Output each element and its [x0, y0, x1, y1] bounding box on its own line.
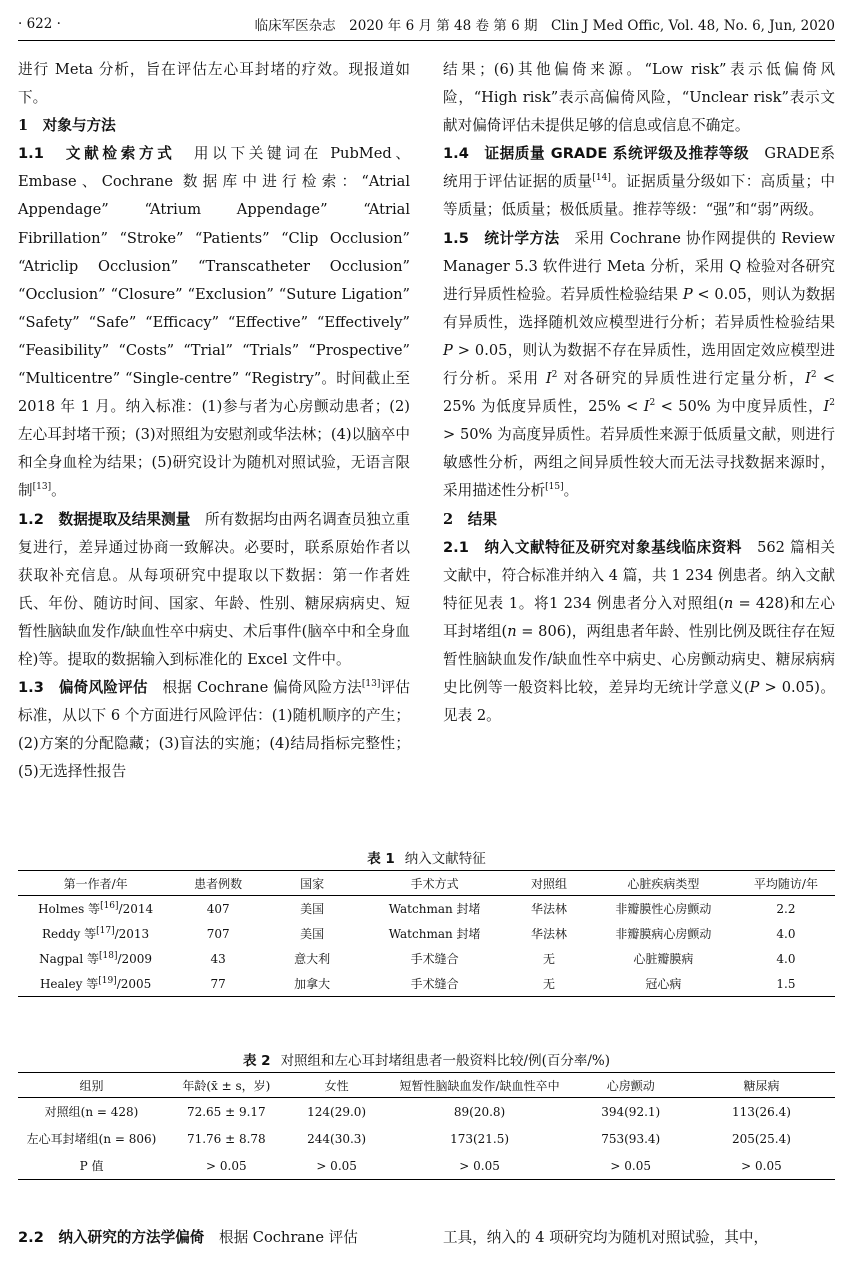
cell: 71.76 ± 8.78 [186, 1131, 266, 1146]
right-column [443, 56, 835, 730]
cell: 89(20.8) [453, 1104, 506, 1119]
col-header: 平均随访/年 [737, 871, 835, 896]
cell: 手术缝合 [361, 971, 508, 997]
table-2 [18, 1050, 835, 1180]
cell: Watchman 封堵 [388, 927, 481, 941]
table-row [18, 921, 835, 946]
col-header: 心脏疾病类型 [590, 871, 737, 896]
col-header: 年龄(x̄ ± s，岁) [165, 1073, 288, 1098]
cell: Watchman 封堵 [388, 902, 481, 916]
table-2-grid [18, 1072, 835, 1180]
subheading: 1.5 统计学方法 [443, 229, 560, 247]
citation: [13] [361, 679, 381, 690]
cell: > 0.05 [574, 1152, 688, 1180]
cell: 2.2 [776, 901, 796, 916]
cell: > 0.05 [288, 1152, 386, 1180]
cell: 美国 [300, 902, 325, 916]
cell: Holmes 等[16]/2014 [38, 901, 154, 916]
cell: 4.0 [776, 926, 796, 941]
table-row [18, 1098, 835, 1126]
cell: 753(93.4) [601, 1131, 661, 1146]
paragraph-search: 1.1 文献检索方式 用以下关键词在 PubMed、Embase、Cochrane 数据库中进行检索：“Atrial Appendage” “Atrium Appendage” “Atrial Fibrillation” “Stroke” “Patients” “Clip Occlusion” “Atriclip Occlusion” “Transcatheter Occlusion” “Occlusion” “Closure” “Exclusion” “Suture Ligation” “Safety” “Safe” “Efficacy” “Effective” “Effectively” “Feasibility” “Costs” “Trial” “Trials” “Prospective” “Multicentre” “Single-centre” “Registry”。时间截止至 2018 年 1 月。纳入标准：(1)参与者为心房颤动患者；(2)左心耳封堵干预；(3)对照组为安慰剂或华法林；(4)以脑卒中和全身血栓为结果；(5)研究设计为随机对照试验，无语言限制[13]。 [18, 145, 410, 500]
running-header [18, 14, 835, 34]
table-header-row [18, 1073, 835, 1098]
cell: 707 [206, 926, 230, 941]
cell: Healey 等[19]/2005 [18, 971, 173, 997]
cell: 43 [210, 951, 226, 966]
table-1-caption: 表 1 纳入文献特征 [367, 851, 486, 867]
citation: [13] [32, 482, 52, 493]
col-header: 患者例数 [173, 871, 263, 896]
cell: > 0.05 [165, 1152, 288, 1180]
cell: 无 [508, 971, 590, 997]
table-row [18, 896, 835, 922]
table-row [18, 1152, 835, 1180]
cell: > 0.05 [386, 1152, 574, 1180]
intro-paragraph: 进行 Meta 分析，旨在评估左心耳封堵的疗效。现报道如下。 [18, 61, 410, 107]
cell: P 值 [18, 1152, 165, 1180]
cell: 心脏瓣膜病 [633, 952, 694, 966]
paragraph-data-extraction: 1.2 数据提取及结果测量 所有数据均由两名调查员独立重复进行，差异通过协商一致解决。必要时，联系原始作者以获取补充信息。从每项研究中提取以下数据：第一作者姓氏、年份、随访时间、国家、年龄、性别、糖尿病病史、短暂性脑缺血发作/缺血性卒中病史、术后事件(脑卒中和全身血栓)等。提取的数据输入到标准化的 Excel 文件中。 [18, 510, 410, 668]
paragraph-grade: 1.4 证据质量 GRADE 系统评级及推荐等级 GRADE系统用于评估证据的质量[14]。证据质量分级如下：高质量；中等质量；低质量；极低质量。推荐等级：“强”和“弱”两级。 [443, 145, 836, 219]
col-header: 糖尿病 [688, 1073, 835, 1098]
cell: 无 [542, 952, 555, 966]
cell: 72.65 ± 9.17 [186, 1104, 266, 1119]
header-rule [18, 40, 835, 41]
subheading: 1.1 文献检索方式 [18, 145, 176, 163]
cell: 244(30.3) [307, 1131, 367, 1146]
table-1-grid [18, 870, 835, 997]
cell: 手术缝合 [410, 952, 459, 966]
col-header: 组别 [18, 1073, 165, 1098]
section-heading-methods: 1 对象与方法 [18, 117, 116, 135]
paragraph-bias-cont: 结果；(6)其他偏倚来源。“Low risk”表示低偏倚风险，“High risk”表示高偏倚风险，“Unclear risk”表示文献对偏倚评估未提供足够的信息或信息不确定。 [443, 61, 835, 135]
cell: 124(29.0) [307, 1104, 367, 1119]
page-number: · 622 · [18, 16, 61, 32]
table-header-row [18, 871, 835, 896]
table-2-caption: 表 2 对照组和左心耳封堵组患者一般资料比较/例(百分率/%) [242, 1053, 611, 1069]
cell: 华法林 [530, 902, 567, 916]
subheading: 2.1 纳入文献特征及研究对象基线临床资料 [443, 538, 742, 556]
col-header: 女性 [288, 1073, 386, 1098]
bottom-right-text: 工具，纳入的 4 项研究均为随机对照试验，其中， [443, 1229, 769, 1246]
cell: 左心耳封堵组(n = 806) [26, 1132, 157, 1146]
left-column [18, 56, 410, 786]
cell: > 0.05 [688, 1152, 835, 1180]
table-row [18, 946, 835, 971]
cell: 407 [206, 901, 230, 916]
citation: [14] [592, 173, 611, 184]
col-header: 短暂性脑缺血发作/缺血性卒中 [386, 1073, 574, 1098]
cell: 加拿大 [263, 971, 361, 997]
citation: [15] [545, 482, 564, 493]
col-header: 心房颤动 [574, 1073, 688, 1098]
cell: 394(92.1) [601, 1104, 661, 1119]
cell: 美国 [300, 927, 325, 941]
journal-info: 临床军医杂志 2020 年 6 月 第 48 卷 第 6 期 Clin J Med Offic, Vol. 48, No. 6, Jun, 2020 [254, 18, 835, 34]
cell: 173(21.5) [450, 1131, 510, 1146]
paragraph-bias-risk: 1.3 偏倚风险评估 根据 Cochrane 偏倚风险方法[13]评估标准，从以下 6 个方面进行风险评估：(1)随机顺序的产生；(2)方案的分配隐藏；(3)盲法的实施；(4)结局指标完整性；(5)无选择性报告 [18, 679, 410, 781]
table-1 [18, 848, 835, 997]
col-header: 手术方式 [361, 871, 508, 896]
cell: 1.5 [737, 971, 835, 997]
cell: 冠心病 [590, 971, 737, 997]
table-row [18, 971, 835, 997]
cell: Nagpal 等[18]/2009 [39, 951, 153, 966]
col-header: 国家 [263, 871, 361, 896]
subheading: 1.3 偏倚风险评估 [18, 679, 148, 697]
cell: 意大利 [294, 952, 331, 966]
cell: 205(25.4) [731, 1131, 791, 1146]
table-row [18, 1125, 835, 1152]
paragraph-statistics: 1.5 统计学方法 采用 Cochrane 协作网提供的 Review Manager 5.3 软件进行 Meta 分析，采用 Q 检验对各研究进行异质性检验。若异质性检验结果 P < 0.05，则认为数据有异质性，选择随机效应模型进行分析；若异质性检验结果 P > 0.05，则认为数据不存在异质性，选用固定效应模型进行分析。采用 $I^2$ 对各研究的异质性进行定量分析，$I^2 < 25\%$ 为低度异质性，$25\% < I^2 < 50\%$ 为中度异质性，$I^2 > 50\%$ 为高度异质性。若异质性来源于低质量文献，则进行敏感性分析，两组之间异质性较大而无法寻找数据来源时，采用描述性分析[15]。 [443, 229, 835, 500]
section-heading-results: 2 结果 [443, 510, 497, 528]
cell: 非瓣膜性心房颤动 [615, 902, 712, 916]
cell: 113(26.4) [731, 1104, 791, 1119]
col-header: 对照组 [508, 871, 590, 896]
cell: 华法林 [530, 927, 567, 941]
cell: 77 [173, 971, 263, 997]
subheading: 1.4 证据质量 GRADE 系统评级及推荐等级 [443, 145, 750, 163]
subheading: 1.2 数据提取及结果测量 [18, 510, 191, 528]
cell: 非瓣膜病心房颤动 [615, 927, 712, 941]
col-header: 第一作者/年 [18, 871, 173, 896]
cell: 4.0 [776, 951, 796, 966]
cell: 对照组(n = 428) [44, 1105, 139, 1119]
paragraph-baseline: 2.1 纳入文献特征及研究对象基线临床资料 562 篇相关文献中，符合标准并纳入 4 篇，共 1 234 例患者。纳入文献特征见表 1。将1 234 例患者分入对照组(n = 428)和左心耳封堵组(n = 806)，两组患者年龄、性别比例及既往存在短暂性脑缺血发作/缺血性卒中病史、心房颤动病史、糖尿病病史比例等一般资料比较，差异均无统计学意义(P > 0.05)。见表 2。 [443, 538, 835, 725]
bottom-left-text: 2.2 纳入研究的方法学偏倚 根据 Cochrane 评估 [18, 1229, 358, 1246]
cell: Reddy 等[17]/2013 [42, 926, 150, 941]
